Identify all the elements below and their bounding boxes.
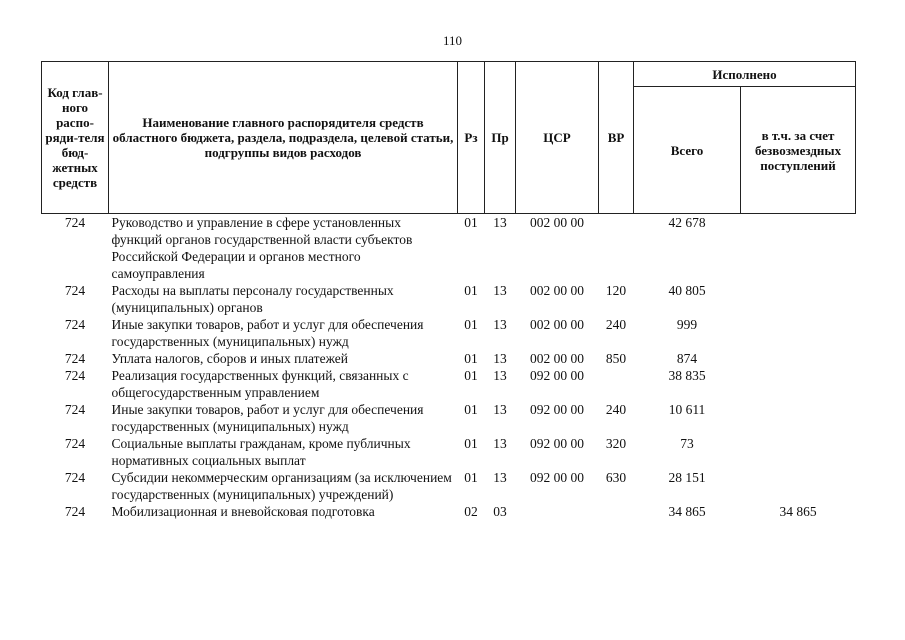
cell-total: 10 611 — [668, 402, 706, 417]
cell-rz: 01 — [464, 351, 478, 366]
cell-vr: 320 — [605, 436, 627, 451]
cell-vr: 240 — [605, 402, 627, 417]
table-row — [42, 401, 856, 435]
cell-code: 724 — [64, 351, 86, 366]
cell-code: 724 — [64, 504, 86, 519]
header-free: в т.ч. за счет безвозмездных поступлений — [741, 87, 856, 214]
cell-total: 874 — [676, 351, 698, 366]
cell-csr: 092 00 00 — [530, 368, 584, 383]
cell-csr: 092 00 00 — [530, 436, 584, 451]
cell-name: Субсидии некоммерческим организациям (за исключением государственных (муниципальных) учреждений) — [111, 470, 452, 502]
cell-code: 724 — [64, 215, 86, 230]
cell-rz: 01 — [464, 436, 478, 451]
cell-pr: 13 — [493, 402, 507, 417]
table-row — [42, 316, 856, 350]
header-name: Наименование главного распорядителя средств областного бюджета, раздела, подраздела, целевой статьи, подгруппы видов расходов — [109, 62, 458, 214]
cell-rz: 01 — [464, 215, 478, 230]
cell-code: 724 — [64, 402, 86, 417]
cell-vr: 630 — [605, 470, 627, 485]
header-pr: Пр — [485, 62, 516, 214]
header-vr: ВР — [599, 62, 634, 214]
cell-rz: 02 — [464, 504, 478, 519]
cell-free — [741, 214, 856, 283]
header-executed: Исполнено — [634, 62, 856, 87]
cell-free — [741, 469, 856, 503]
cell-rz: 01 — [464, 402, 478, 417]
cell-total: 34 865 — [668, 504, 706, 519]
cell-vr: 120 — [605, 283, 627, 298]
cell-name: Уплата налогов, сборов и иных платежей — [111, 351, 348, 366]
header-rz: Рз — [458, 62, 485, 214]
cell-free — [741, 435, 856, 469]
cell-csr: 002 00 00 — [530, 317, 584, 332]
cell-free — [741, 350, 856, 367]
cell-pr: 13 — [493, 215, 507, 230]
cell-pr: 03 — [493, 504, 507, 519]
cell-free: 34 865 — [779, 504, 817, 519]
cell-vr: 240 — [605, 317, 627, 332]
cell-rz: 01 — [464, 317, 478, 332]
table-row — [42, 282, 856, 316]
cell-code: 724 — [64, 283, 86, 298]
cell-total: 999 — [676, 317, 698, 332]
table-body — [42, 214, 856, 521]
cell-total: 28 151 — [668, 470, 706, 485]
budget-table — [41, 61, 856, 520]
cell-code: 724 — [64, 368, 86, 383]
cell-free — [741, 316, 856, 350]
cell-rz: 01 — [464, 368, 478, 383]
cell-pr: 13 — [493, 368, 507, 383]
cell-csr: 092 00 00 — [530, 402, 584, 417]
table-row — [42, 469, 856, 503]
cell-total: 40 805 — [668, 283, 706, 298]
cell-vr: 850 — [605, 351, 627, 366]
header-total: Всего — [634, 87, 741, 214]
cell-rz: 01 — [464, 470, 478, 485]
header-row-top — [42, 62, 856, 87]
cell-pr: 13 — [493, 317, 507, 332]
table-row — [42, 350, 856, 367]
cell-name: Расходы на выплаты персоналу государственных (муниципальных) органов — [111, 283, 394, 315]
cell-name: Социальные выплаты гражданам, кроме публичных нормативных социальных выплат — [111, 436, 411, 468]
cell-pr: 13 — [493, 436, 507, 451]
cell-csr: 002 00 00 — [530, 215, 584, 230]
cell-name: Руководство и управление в сфере установленных функций органов государственной власти субъектов Российской Федерации и органов местного самоуправления — [111, 215, 413, 281]
cell-code: 724 — [64, 317, 86, 332]
cell-code: 724 — [64, 436, 86, 451]
cell-name: Иные закупки товаров, работ и услуг для обеспечения государственных (муниципальных) нужд — [111, 402, 424, 434]
table-row — [42, 367, 856, 401]
cell-name: Мобилизационная и вневойсковая подготовка — [111, 504, 375, 519]
cell-total: 38 835 — [668, 368, 706, 383]
table-row — [42, 435, 856, 469]
header-code: Код глав-ного распо-ряди-теля бюд-жетных средств — [42, 62, 109, 214]
page-number: 110 — [442, 33, 463, 48]
cell-free — [741, 367, 856, 401]
cell-name: Иные закупки товаров, работ и услуг для обеспечения государственных (муниципальных) нужд — [111, 317, 424, 349]
cell-name: Реализация государственных функций, связанных с общегосударственным управлением — [111, 368, 409, 400]
cell-code: 724 — [64, 470, 86, 485]
cell-pr: 13 — [493, 283, 507, 298]
cell-total: 73 — [680, 436, 694, 451]
cell-vr — [599, 503, 634, 520]
cell-free — [741, 282, 856, 316]
table-row — [42, 503, 856, 520]
cell-pr: 13 — [493, 351, 507, 366]
cell-csr: 002 00 00 — [530, 283, 584, 298]
cell-total: 42 678 — [668, 215, 706, 230]
cell-csr — [516, 503, 599, 520]
cell-pr: 13 — [493, 470, 507, 485]
cell-vr — [599, 367, 634, 401]
cell-vr — [599, 214, 634, 283]
cell-free — [741, 401, 856, 435]
cell-rz: 01 — [464, 283, 478, 298]
header-csr: ЦСР — [516, 62, 599, 214]
cell-csr: 092 00 00 — [530, 470, 584, 485]
table-row — [42, 214, 856, 283]
cell-csr: 002 00 00 — [530, 351, 584, 366]
